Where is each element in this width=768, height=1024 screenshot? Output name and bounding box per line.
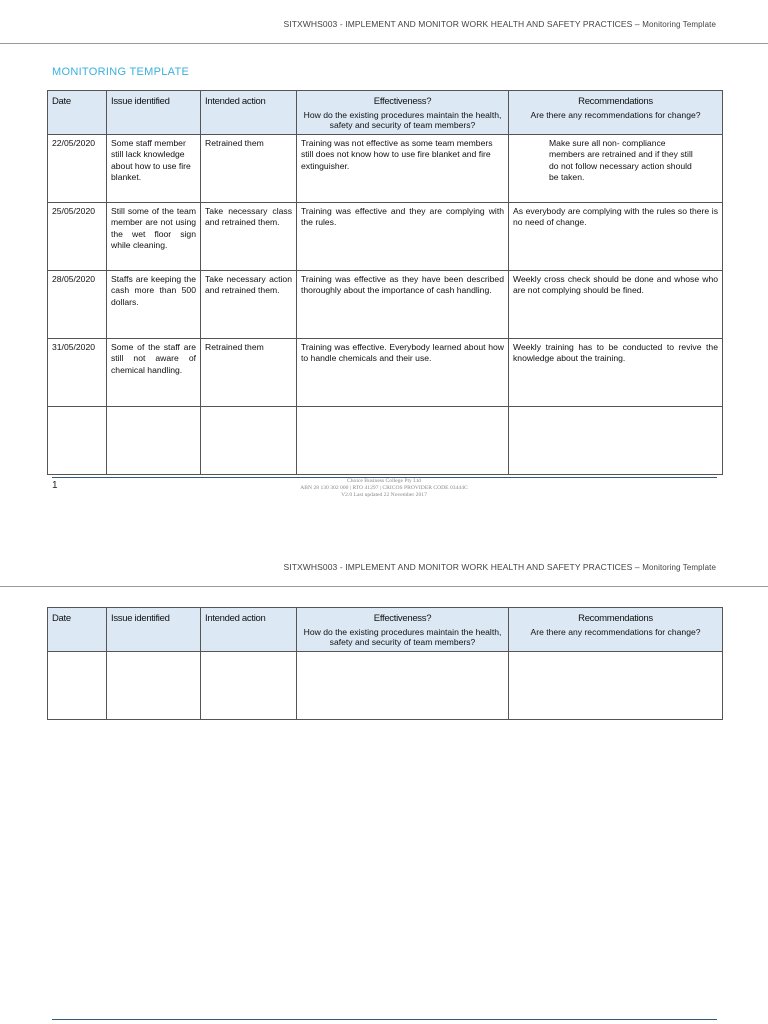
- header-text: SITXWHS003 - IMPLEMENT AND MONITOR WORK HEALTH AND SAFETY PRACTICES –: [283, 19, 643, 29]
- footer: [0, 478, 768, 499]
- table-row: [48, 202, 723, 270]
- cell-action: Retrained them: [201, 338, 297, 406]
- cell-effectiveness: [297, 651, 509, 719]
- cell-recommendation: [509, 651, 723, 719]
- col-issue: Issue identified: [107, 91, 201, 135]
- header-subtitle: Monitoring Template: [642, 563, 716, 572]
- col-effectiveness: Effectiveness? How do the existing procedures maintain the health, safety and security of team members?: [297, 608, 509, 652]
- header-rule: [0, 586, 768, 587]
- col-recommendations: Recommendations Are there any recommendations for change?: [509, 608, 723, 652]
- cell-issue: Staffs are keeping the cash more than 500 dollars.: [107, 270, 201, 338]
- monitoring-table-continued: [47, 607, 723, 720]
- col-issue: Issue identified: [107, 608, 201, 652]
- cell-effectiveness: Training was effective as they have been described thoroughly about the importance of cash handling.: [297, 270, 509, 338]
- col-date: Date: [48, 91, 107, 135]
- cell-action: Take necessary action and retrained them.: [201, 270, 297, 338]
- section-title: MONITORING TEMPLATE: [52, 66, 190, 78]
- table-row: [48, 270, 723, 338]
- cell-effectiveness: Training was effective. Everybody learned about how to handle chemicals and their use.: [297, 338, 509, 406]
- header-subtitle: Monitoring Template: [642, 20, 716, 29]
- cell-issue: Still some of the team member are not using the wet floor sign while cleaning.: [107, 202, 201, 270]
- table-header-row: [48, 608, 723, 652]
- footer-company: Choice Business College Pty Ltd: [347, 478, 421, 484]
- cell-recommendation: [509, 406, 723, 474]
- cell-effectiveness: Training was effective and they are complying with the rules.: [297, 202, 509, 270]
- table-row: [48, 338, 723, 406]
- col-action: Intended action: [201, 608, 297, 652]
- cell-date: 25/05/2020: [48, 202, 107, 270]
- col-effectiveness: Effectiveness? How do the existing procedures maintain the health, safety and security of team members?: [297, 91, 509, 135]
- cell-effectiveness: [297, 406, 509, 474]
- cell-issue: [107, 406, 201, 474]
- page-header: [283, 19, 716, 29]
- monitoring-table: [47, 90, 723, 475]
- cell-issue: Some staff member still lack knowledge about how to use fire blanket.: [107, 134, 201, 202]
- page-header: [283, 562, 716, 572]
- cell-issue: [107, 651, 201, 719]
- cell-date: 31/05/2020: [48, 338, 107, 406]
- col-recommendations: Recommendations Are there any recommendations for change?: [509, 91, 723, 135]
- footer-registration: ABN 28 130 302 000 | RTO 41297 | CRICOS PROVIDER CODE 03444C: [300, 485, 468, 491]
- cell-action: [201, 406, 297, 474]
- col-date: Date: [48, 608, 107, 652]
- table-row-empty: [48, 406, 723, 474]
- cell-issue: Some of the staff are still not aware of chemical handling.: [107, 338, 201, 406]
- cell-date: 22/05/2020: [48, 134, 107, 202]
- header-rule: [0, 43, 768, 44]
- cell-action: Take necessary class and retrained them.: [201, 202, 297, 270]
- footer-rule: [52, 1019, 717, 1020]
- cell-effectiveness: Training was not effective as some team members still does not know how to use fire blanket and fire extinguisher.: [297, 134, 509, 202]
- page-number: 1: [52, 480, 58, 491]
- header-text: SITXWHS003 - IMPLEMENT AND MONITOR WORK HEALTH AND SAFETY PRACTICES –: [283, 562, 643, 572]
- footer-version: V2.0 Last updated 22 November 2017: [341, 492, 427, 498]
- cell-recommendation: Weekly training has to be conducted to revive the knowledge about the training.: [509, 338, 723, 406]
- table-row-empty: [48, 651, 723, 719]
- table-header-row: [48, 91, 723, 135]
- cell-date: 28/05/2020: [48, 270, 107, 338]
- cell-recommendation: As everybody are complying with the rules so there is no need of change.: [509, 202, 723, 270]
- col-action: Intended action: [201, 91, 297, 135]
- cell-action: Retrained them: [201, 134, 297, 202]
- table-row: [48, 134, 723, 202]
- cell-action: [201, 651, 297, 719]
- cell-date: [48, 651, 107, 719]
- cell-recommendation: Weekly cross check should be done and whose who are not complying should be fined.: [509, 270, 723, 338]
- cell-recommendation: Make sure all non- compliance members are retrained and if they still do not follow necessary action should be taken.: [509, 134, 723, 202]
- cell-date: [48, 406, 107, 474]
